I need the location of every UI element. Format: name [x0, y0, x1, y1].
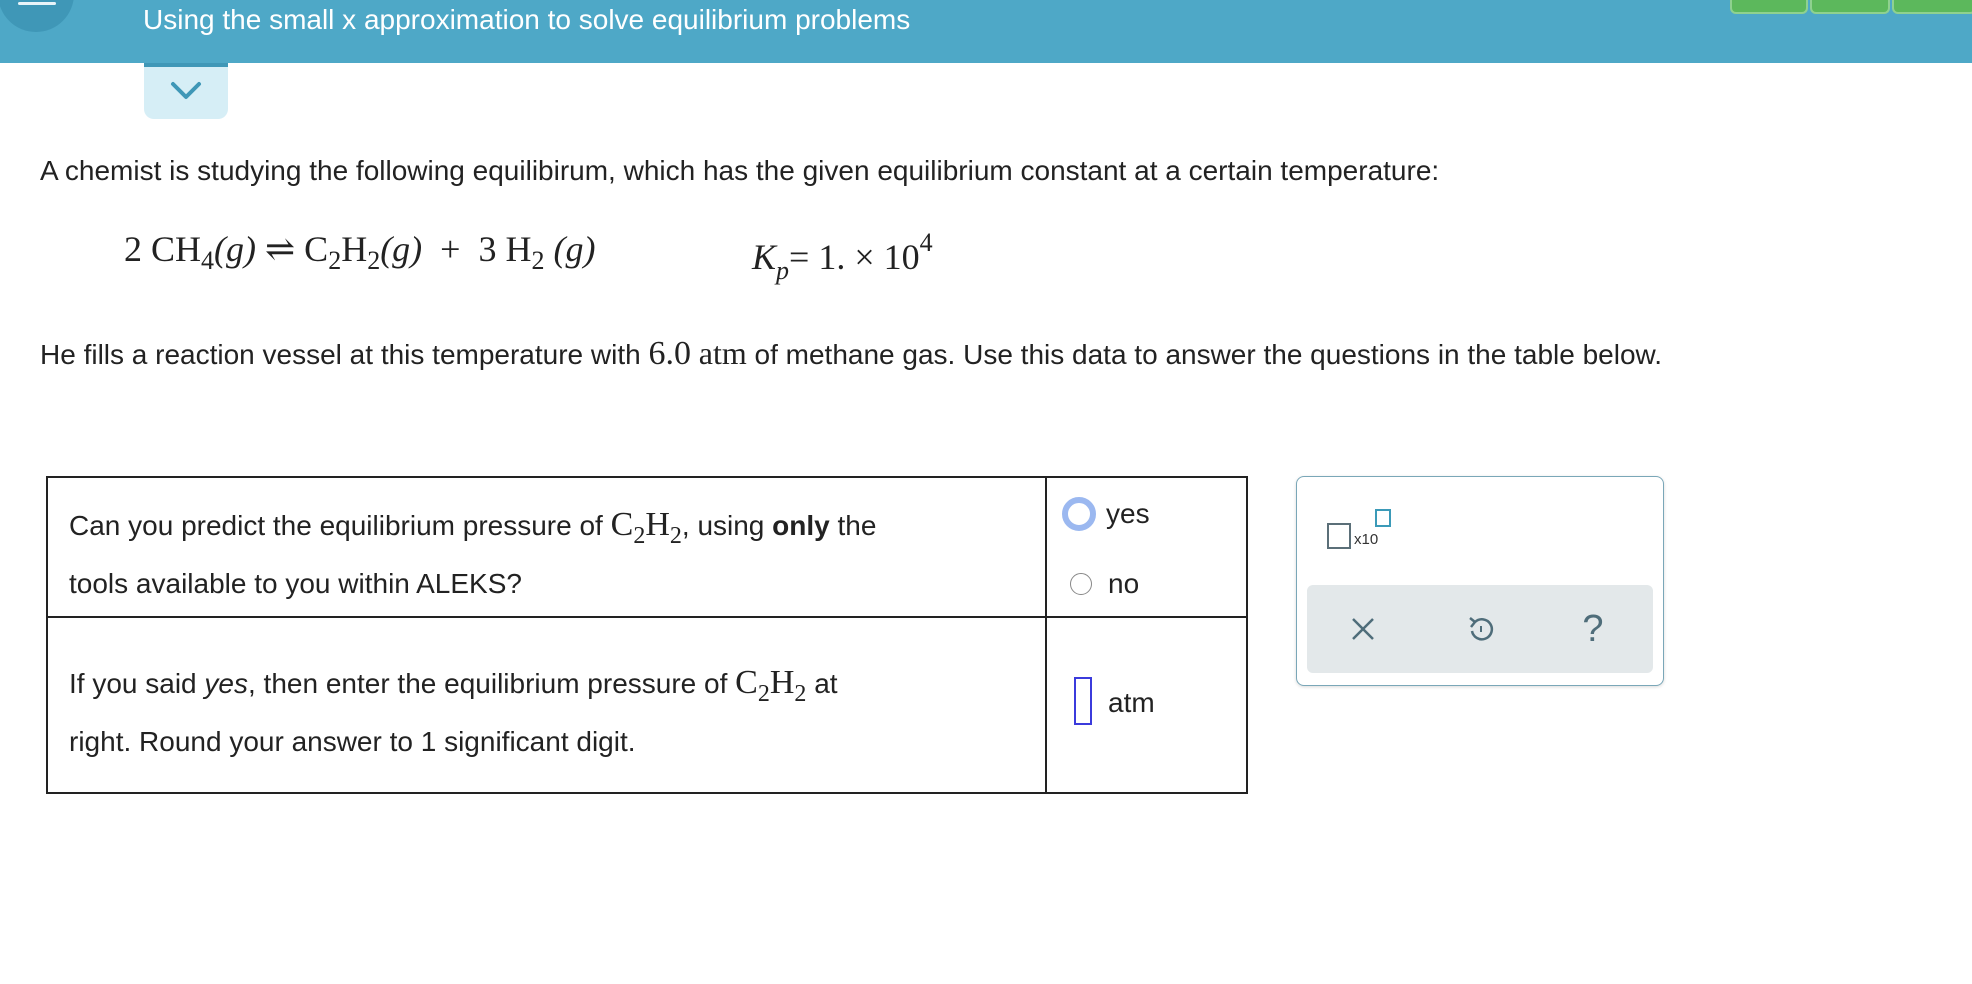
close-icon — [1349, 615, 1377, 643]
tool-tray — [1307, 585, 1653, 673]
option-yes[interactable] — [1068, 497, 1150, 531]
hamburger-icon[interactable] — [0, 0, 74, 32]
progress-segment — [1892, 0, 1972, 14]
clear-button[interactable] — [1339, 605, 1387, 653]
answer-unit: atm — [1108, 687, 1155, 718]
yes-label: yes — [1106, 498, 1150, 529]
page-title: Using the small x approximation to solve equilibrium problems — [143, 4, 911, 35]
phase-label: (g) — [553, 229, 596, 269]
exponent-box-icon — [1375, 509, 1391, 527]
reaction-equation: 2 $CH_4(g)$ ⇌ $C_2H_2(g) + 3$ $H_2$ (g) — [124, 229, 596, 275]
pressure-answer-input[interactable] — [1074, 677, 1092, 725]
question-2-text: If you said yes, then enter the equilibrium pressure of $C_2H_2$ at right. Round your answer to 1 significant digit. — [69, 664, 838, 757]
yes-radio[interactable] — [1062, 497, 1096, 531]
plus-sign: + — [440, 229, 461, 269]
phase-label: (g) — [380, 229, 423, 269]
question-2-cell — [47, 617, 1046, 793]
intro-text: A chemist is studying the following equilibirum, which has the given equilibrium constant at a certain temperature: — [40, 155, 1440, 186]
progress-segment — [1810, 0, 1890, 14]
reactant-coef: 2 — [124, 229, 142, 269]
no-label: no — [1108, 568, 1140, 599]
question-1-text: Can you predict the equilibrium pressure of $C_2H_2$, using only the tools available to you within ALEKS? — [69, 506, 877, 599]
initial-pressure: 6.0 — [648, 335, 691, 372]
math-tools-panel — [1296, 476, 1664, 686]
mantissa-box-icon — [1327, 523, 1351, 549]
equilibrium-constant: $K_p= 1$. × $10^4$ — [752, 228, 933, 285]
no-radio[interactable] — [1070, 573, 1092, 595]
expand-button[interactable] — [144, 63, 228, 119]
setup-text: He fills a reaction vessel at this temperature with 6.0 atm of methane gas. Use this data to answer the questions in the table below. — [40, 335, 1662, 372]
equilibrium-arrow: ⇌ — [265, 229, 296, 269]
undo-icon — [1466, 614, 1496, 644]
undo-button[interactable] — [1457, 605, 1505, 653]
chevron-down-icon — [170, 81, 202, 101]
progress-segment — [1730, 0, 1808, 14]
phase-label: (g) — [214, 229, 256, 269]
x10-label: x10 — [1354, 531, 1379, 548]
top-bar — [0, 0, 1972, 63]
reactant-formula: CH — [151, 229, 202, 269]
help-icon: ? — [1582, 607, 1604, 650]
help-button[interactable] — [1569, 605, 1617, 653]
option-no[interactable] — [1070, 568, 1139, 600]
question-1-cell — [47, 477, 1046, 617]
